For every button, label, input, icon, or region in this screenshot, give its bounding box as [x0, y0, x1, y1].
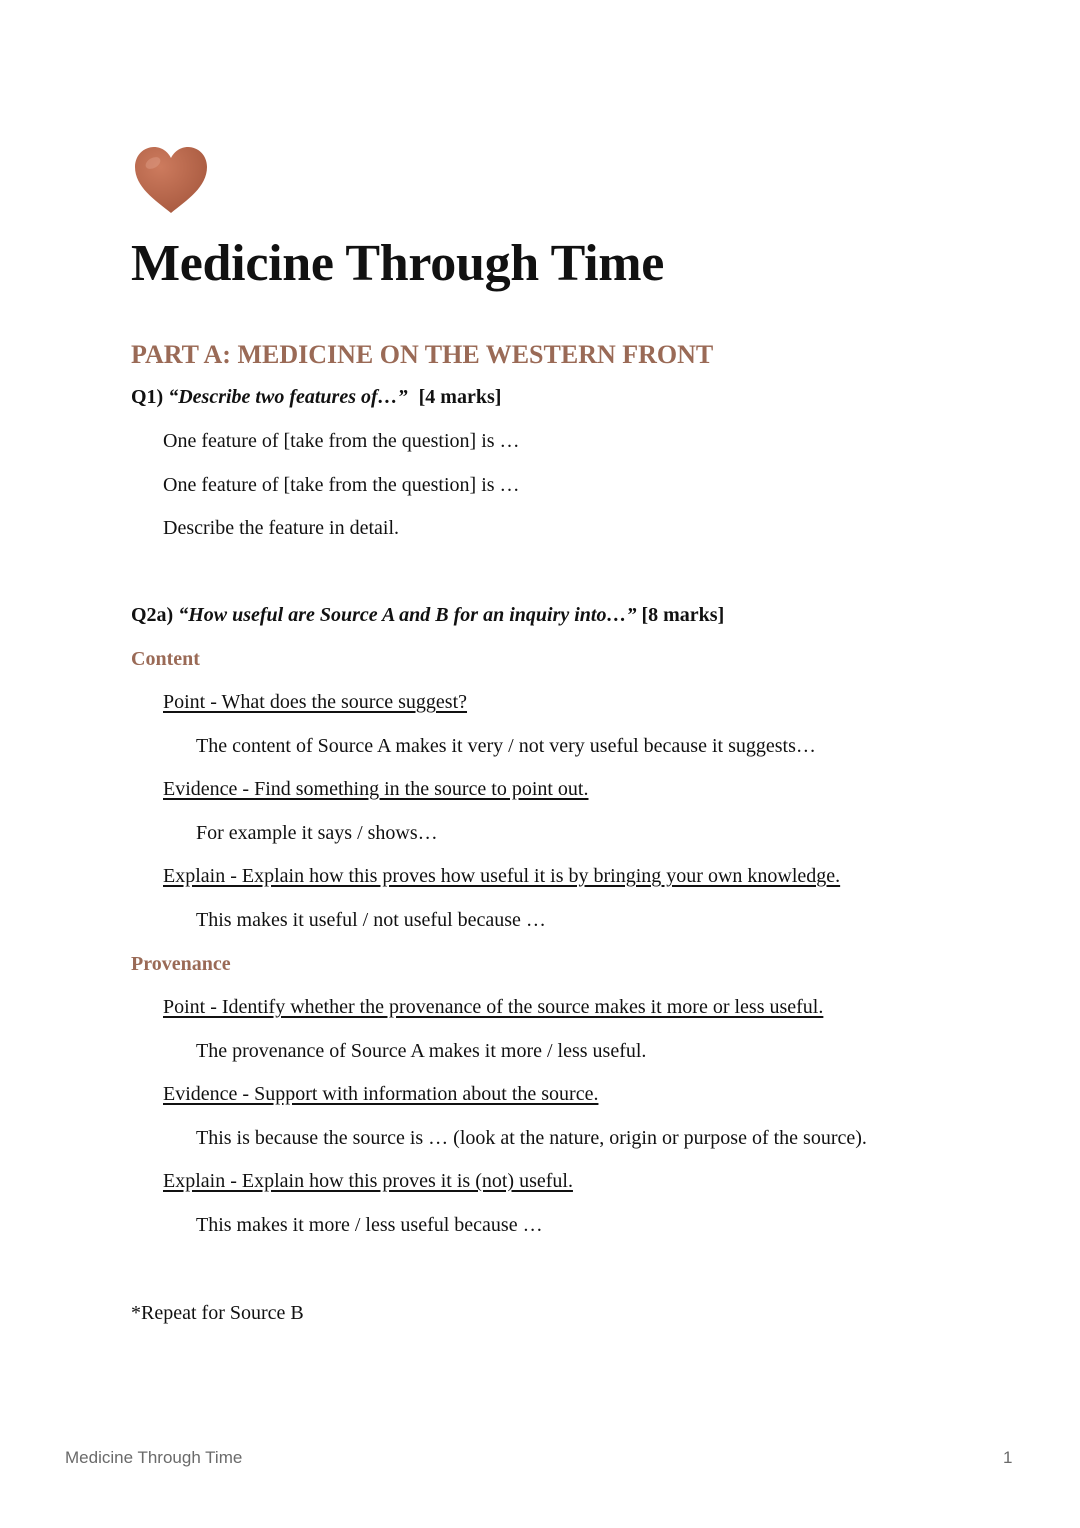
q2a-heading — [131, 602, 724, 628]
part-heading: PART A: MEDICINE ON THE WESTERN FRONT — [131, 340, 714, 369]
q1-line-3: Describe the feature in detail. — [163, 517, 399, 539]
provenance-explain-label: Explain - Explain how this proves it is (not) useful. — [163, 1170, 573, 1192]
content-explain-label: Explain - Explain how this proves how useful it is by bringing your own knowledge. — [163, 865, 841, 887]
content-evidence-label: Evidence - Find something in the source to point out. — [163, 778, 589, 800]
heart-icon — [133, 145, 209, 215]
provenance-heading: Provenance — [131, 953, 231, 975]
provenance-evidence-label: Evidence - Support with information about the source. — [163, 1083, 599, 1105]
q1-heading — [131, 384, 501, 410]
q2a-prompt: “How useful are Source A and B for an inquiry into…” — [178, 604, 637, 626]
content-heading: Content — [131, 648, 200, 670]
q1-line-2: One feature of [take from the question] is … — [163, 474, 520, 496]
content-point-label: Point - What does the source suggest? — [163, 691, 468, 713]
q1-marks: [4 marks] — [418, 386, 502, 408]
page-number: 1 — [1003, 1448, 1013, 1467]
repeat-note: *Repeat for Source B — [131, 1302, 304, 1324]
q1-prompt: “Describe two features of…” — [168, 386, 408, 408]
content-point-text: The content of Source A makes it very / not very useful because it suggests… — [196, 735, 816, 757]
provenance-evidence-text: This is because the source is … (look at the nature, origin or purpose of the source). — [196, 1127, 867, 1149]
document-title: Medicine Through Time — [131, 235, 665, 292]
provenance-explain-text: This makes it more / less useful because … — [196, 1214, 543, 1236]
q1-label: Q1) — [131, 386, 164, 408]
q1-line-1: One feature of [take from the question] is … — [163, 430, 520, 452]
provenance-point-text: The provenance of Source A makes it more / less useful. — [196, 1040, 647, 1062]
content-explain-text: This makes it useful / not useful because … — [196, 909, 546, 931]
footer-title: Medicine Through Time — [65, 1448, 243, 1467]
q2a-marks: [8 marks] — [641, 604, 725, 626]
provenance-point-label: Point - Identify whether the provenance of the source makes it more or less useful. — [163, 996, 824, 1018]
q2a-label: Q2a) — [131, 604, 174, 626]
content-evidence-text: For example it says / shows… — [196, 822, 438, 844]
